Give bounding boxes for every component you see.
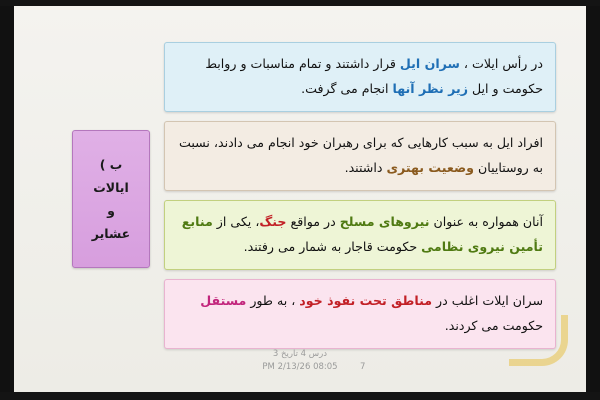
- body-text: حکومت قاجار به شمار می رفتند.: [243, 238, 422, 254]
- frame-edge-bottom: [0, 392, 600, 400]
- body-text: سران ایلات اغلب در: [432, 293, 543, 309]
- slide-footer: [14, 348, 586, 382]
- body-text: ، به طور: [246, 293, 300, 309]
- card-3: [164, 200, 556, 270]
- section-label-line: ایالات: [93, 179, 129, 195]
- section-label-line: ب ): [99, 156, 123, 172]
- highlighted-text: وضعیت بهتری: [386, 159, 474, 175]
- body-text: داشتند.: [344, 159, 387, 175]
- highlighted-text: مناطق تحت نفوذ خود: [299, 293, 433, 309]
- section-label-text: [92, 153, 130, 246]
- section-label-box: [72, 130, 150, 268]
- page-number: 7: [360, 362, 366, 372]
- footer-lesson-title: درس 4 تاریخ 3: [272, 349, 328, 359]
- highlighted-text: زیر نظر آنها: [392, 80, 468, 96]
- body-text: انجام می گرفت.: [301, 80, 393, 96]
- highlighted-text: نیروهای مسلح: [339, 214, 430, 230]
- highlighted-text: جنگ: [259, 214, 287, 230]
- body-text: قرار داشتند و تمام مناسبات و روابط حکومت و ایل: [205, 56, 543, 96]
- frame-edge-right: [586, 0, 600, 400]
- highlighted-text: سران ایل: [399, 56, 460, 71]
- body-text: حکومت می کردند.: [444, 317, 543, 333]
- card-2: [164, 121, 556, 191]
- body-text: آنان همواره به عنوان: [429, 214, 543, 230]
- frame-edge-left: [0, 0, 14, 400]
- body-text: در رأس ایلات ،: [459, 56, 543, 71]
- footer-timestamp: 08:05 PM 2/13/26: [262, 361, 338, 372]
- highlighted-text: منابع تأمین نیروی نظامی: [181, 214, 543, 254]
- card-1: [164, 42, 556, 112]
- body-text: افراد ایل به سبب کارهایی که برای رهبران خود انجام می دادند، نسبت به روستاییان: [178, 135, 543, 175]
- card-4: [164, 279, 556, 349]
- content-card-list: [164, 42, 556, 358]
- section-label-line: و: [107, 203, 115, 218]
- section-label-line: عشایر: [91, 226, 131, 242]
- slide-canvas: [14, 6, 586, 392]
- body-text: ، یکی از: [212, 214, 260, 230]
- footer-info: [14, 348, 586, 374]
- body-text: در مواقع: [286, 214, 340, 230]
- highlighted-text: مستقل: [200, 293, 247, 309]
